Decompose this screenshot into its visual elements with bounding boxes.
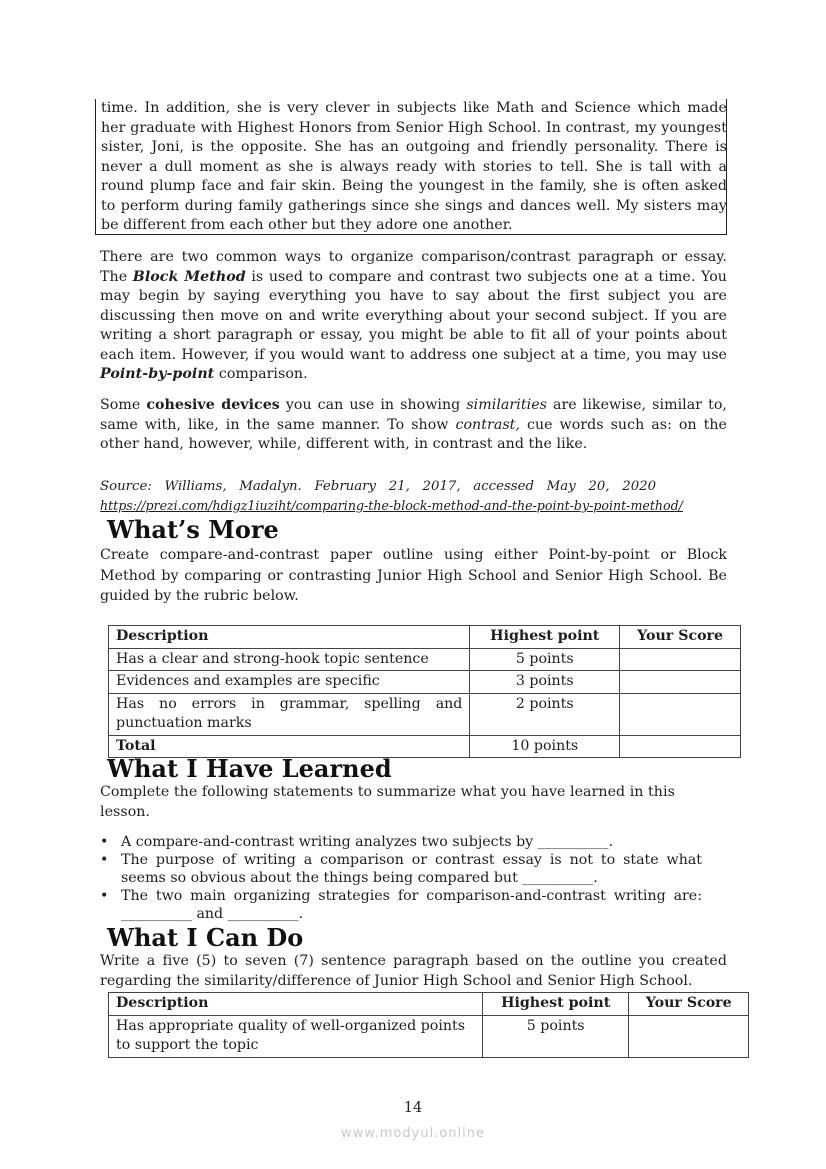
rubric-cell-score[interactable]	[620, 648, 741, 671]
block-method-term: Block Method	[132, 268, 246, 285]
devices-line-1: Some cohesive devices you can use in showing similarities are likewise, similar to,	[100, 397, 727, 413]
rubric-cell-score[interactable]	[620, 693, 741, 735]
can-do-cell-line-1: Has appropriate quality of well-organized points	[116, 1017, 466, 1034]
can-do-header-description: Description	[109, 993, 483, 1016]
watermark-url: www.modyul.online	[340, 1126, 486, 1141]
what-i-can-do-heading: What I Can Do	[107, 923, 304, 952]
source-url-link[interactable]: https://prezi.com/hdigz1iuziht/comparing-the-block-method-and-the-point-by-point-method/	[100, 498, 683, 513]
boxed-line-3: sister, Joni, is the opposite. She has an outgoing and friendly personality. There is	[101, 139, 727, 155]
cohesive-devices-term: cohesive devices	[146, 397, 280, 413]
rubric-row3-line-1: Has no errors in grammar, spelling and	[116, 695, 463, 712]
whats-more-line-1: Create compare-and-contrast paper outline using either Point-by-point or Block	[100, 547, 727, 563]
list-item	[100, 833, 702, 851]
what-i-have-learned-heading: What I Have Learned	[107, 754, 392, 783]
boxed-line-4: never a dull moment as she is always ready with stories to tell. She is tall with a	[101, 158, 727, 175]
can-do-header-row	[109, 993, 749, 1016]
rubric-cell-points: 3 points	[470, 671, 620, 694]
boxed-line-1: time. In addition, she is very clever in subjects like Math and Science which made	[101, 100, 727, 116]
whats-more-rubric-table	[108, 625, 741, 758]
can-do-header-highest-point: Highest point	[482, 993, 629, 1016]
list-item	[100, 851, 702, 887]
rubric-cell-description: Evidences and examples are specific	[109, 671, 470, 694]
rubric-cell-description	[109, 693, 470, 735]
can-do-line-1: Write a five (5) to seven (7) sentence paragraph based on the outline you created	[100, 953, 727, 969]
methods-line-1: There are two common ways to organize comparison/contrast paragraph or essay.	[100, 249, 727, 265]
table-row	[109, 1015, 749, 1057]
can-do-cell-points: 5 points	[482, 1015, 629, 1057]
whats-more-line-3: guided by the rubric below.	[100, 588, 299, 604]
rubric-header-row	[109, 626, 741, 649]
list-item	[100, 887, 702, 923]
methods-paragraph	[100, 248, 727, 385]
devices-paragraph	[100, 396, 727, 455]
rubric-cell-points: 5 points	[470, 648, 620, 671]
rubric-total-score[interactable]	[620, 735, 741, 758]
learned-statements-list	[100, 833, 702, 923]
bullet-icon: •	[100, 834, 109, 850]
boxed-line-7: be different from each other but they adore one another.	[101, 217, 513, 233]
can-do-cell-score[interactable]	[629, 1015, 749, 1057]
learned-intro	[100, 783, 727, 822]
point-by-point-term: Point-by-point	[100, 366, 215, 382]
rubric-total-value: 10 points	[470, 735, 620, 758]
table-row	[109, 648, 741, 671]
rubric-header-your-score: Your Score	[620, 626, 741, 649]
rubric-header-highest-point: Highest point	[470, 626, 620, 649]
learned-intro-line-2: lesson.	[100, 803, 151, 820]
methods-line-4: discussing then move on and write everything about your second subject. If you are	[100, 307, 727, 324]
rubric-row3-line-2: punctuation marks	[116, 715, 252, 731]
devices-line-3: other hand, however, while, different with, in contrast and the like.	[100, 436, 588, 452]
learned-statement-2-line-2: seems so obvious about the things being compared but __________.	[121, 870, 598, 886]
whats-more-heading: What’s More	[107, 515, 279, 544]
boxed-line-2: her graduate with Highest Honors from Senior High School. In contrast, my youngest	[101, 119, 727, 136]
bullet-icon: •	[100, 888, 109, 904]
page-number: 14	[403, 1100, 423, 1116]
devices-line-2: same with, like, in the same manner. To show contrast, cue words such as: on the	[100, 416, 727, 433]
boxed-example-paragraph	[95, 99, 727, 235]
bullet-icon: •	[100, 852, 109, 868]
can-do-rubric-table	[108, 992, 749, 1058]
table-row	[109, 671, 741, 694]
can-do-instructions	[100, 952, 727, 991]
rubric-cell-score[interactable]	[620, 671, 741, 694]
learned-statement-3-line-2: __________ and __________.	[121, 906, 304, 922]
methods-line-7: Point-by-point comparison.	[100, 366, 308, 382]
boxed-line-6: to perform during family gatherings since she sings and dances well. My sisters may	[101, 197, 727, 214]
methods-line-3: may begin by saying everything you have to say about the first subject you are	[100, 288, 727, 304]
whats-more-instructions	[100, 545, 727, 607]
learned-intro-line-1: Complete the following statements to summarize what you have learned in this	[100, 784, 675, 800]
source-line: Source: Williams, Madalyn. February 21, 2017, accessed May 20, 2020	[100, 479, 657, 494]
learned-statement-1: A compare-and-contrast writing analyzes two subjects by __________.	[121, 834, 614, 850]
rubric-cell-points: 2 points	[470, 693, 620, 735]
methods-line-5: writing a short paragraph or essay, you might be able to fit all of your points about	[100, 327, 727, 343]
rubric-cell-description: Has a clear and strong-hook topic sentence	[109, 648, 470, 671]
can-do-header-your-score: Your Score	[629, 993, 749, 1016]
methods-line-6: each item. However, if you would want to address one subject at a time, you may use	[100, 346, 727, 363]
learned-statement-2-line-1: The purpose of writing a comparison or contrast essay is not to state what	[121, 852, 702, 868]
rubric-total-label: Total	[109, 735, 470, 758]
can-do-line-2: regarding the similarity/difference of Junior High School and Senior High School.	[100, 972, 693, 989]
whats-more-line-2: Method by comparing or contrasting Junior High School and Senior High School. Be	[100, 567, 727, 584]
boxed-line-5: round plump face and fair skin. Being the youngest in the family, she is often asked	[101, 178, 727, 194]
learned-statement-3-line-1: The two main organizing strategies for comparison-and-contrast writing are:	[121, 888, 702, 904]
table-row	[109, 693, 741, 735]
rubric-header-description: Description	[109, 626, 470, 649]
methods-line-2: The Block Method is used to compare and contrast two subjects one at a time. You	[100, 268, 727, 285]
can-do-cell-line-2: to support the topic	[116, 1037, 259, 1053]
can-do-cell-description	[109, 1015, 483, 1057]
source-citation	[100, 477, 727, 515]
